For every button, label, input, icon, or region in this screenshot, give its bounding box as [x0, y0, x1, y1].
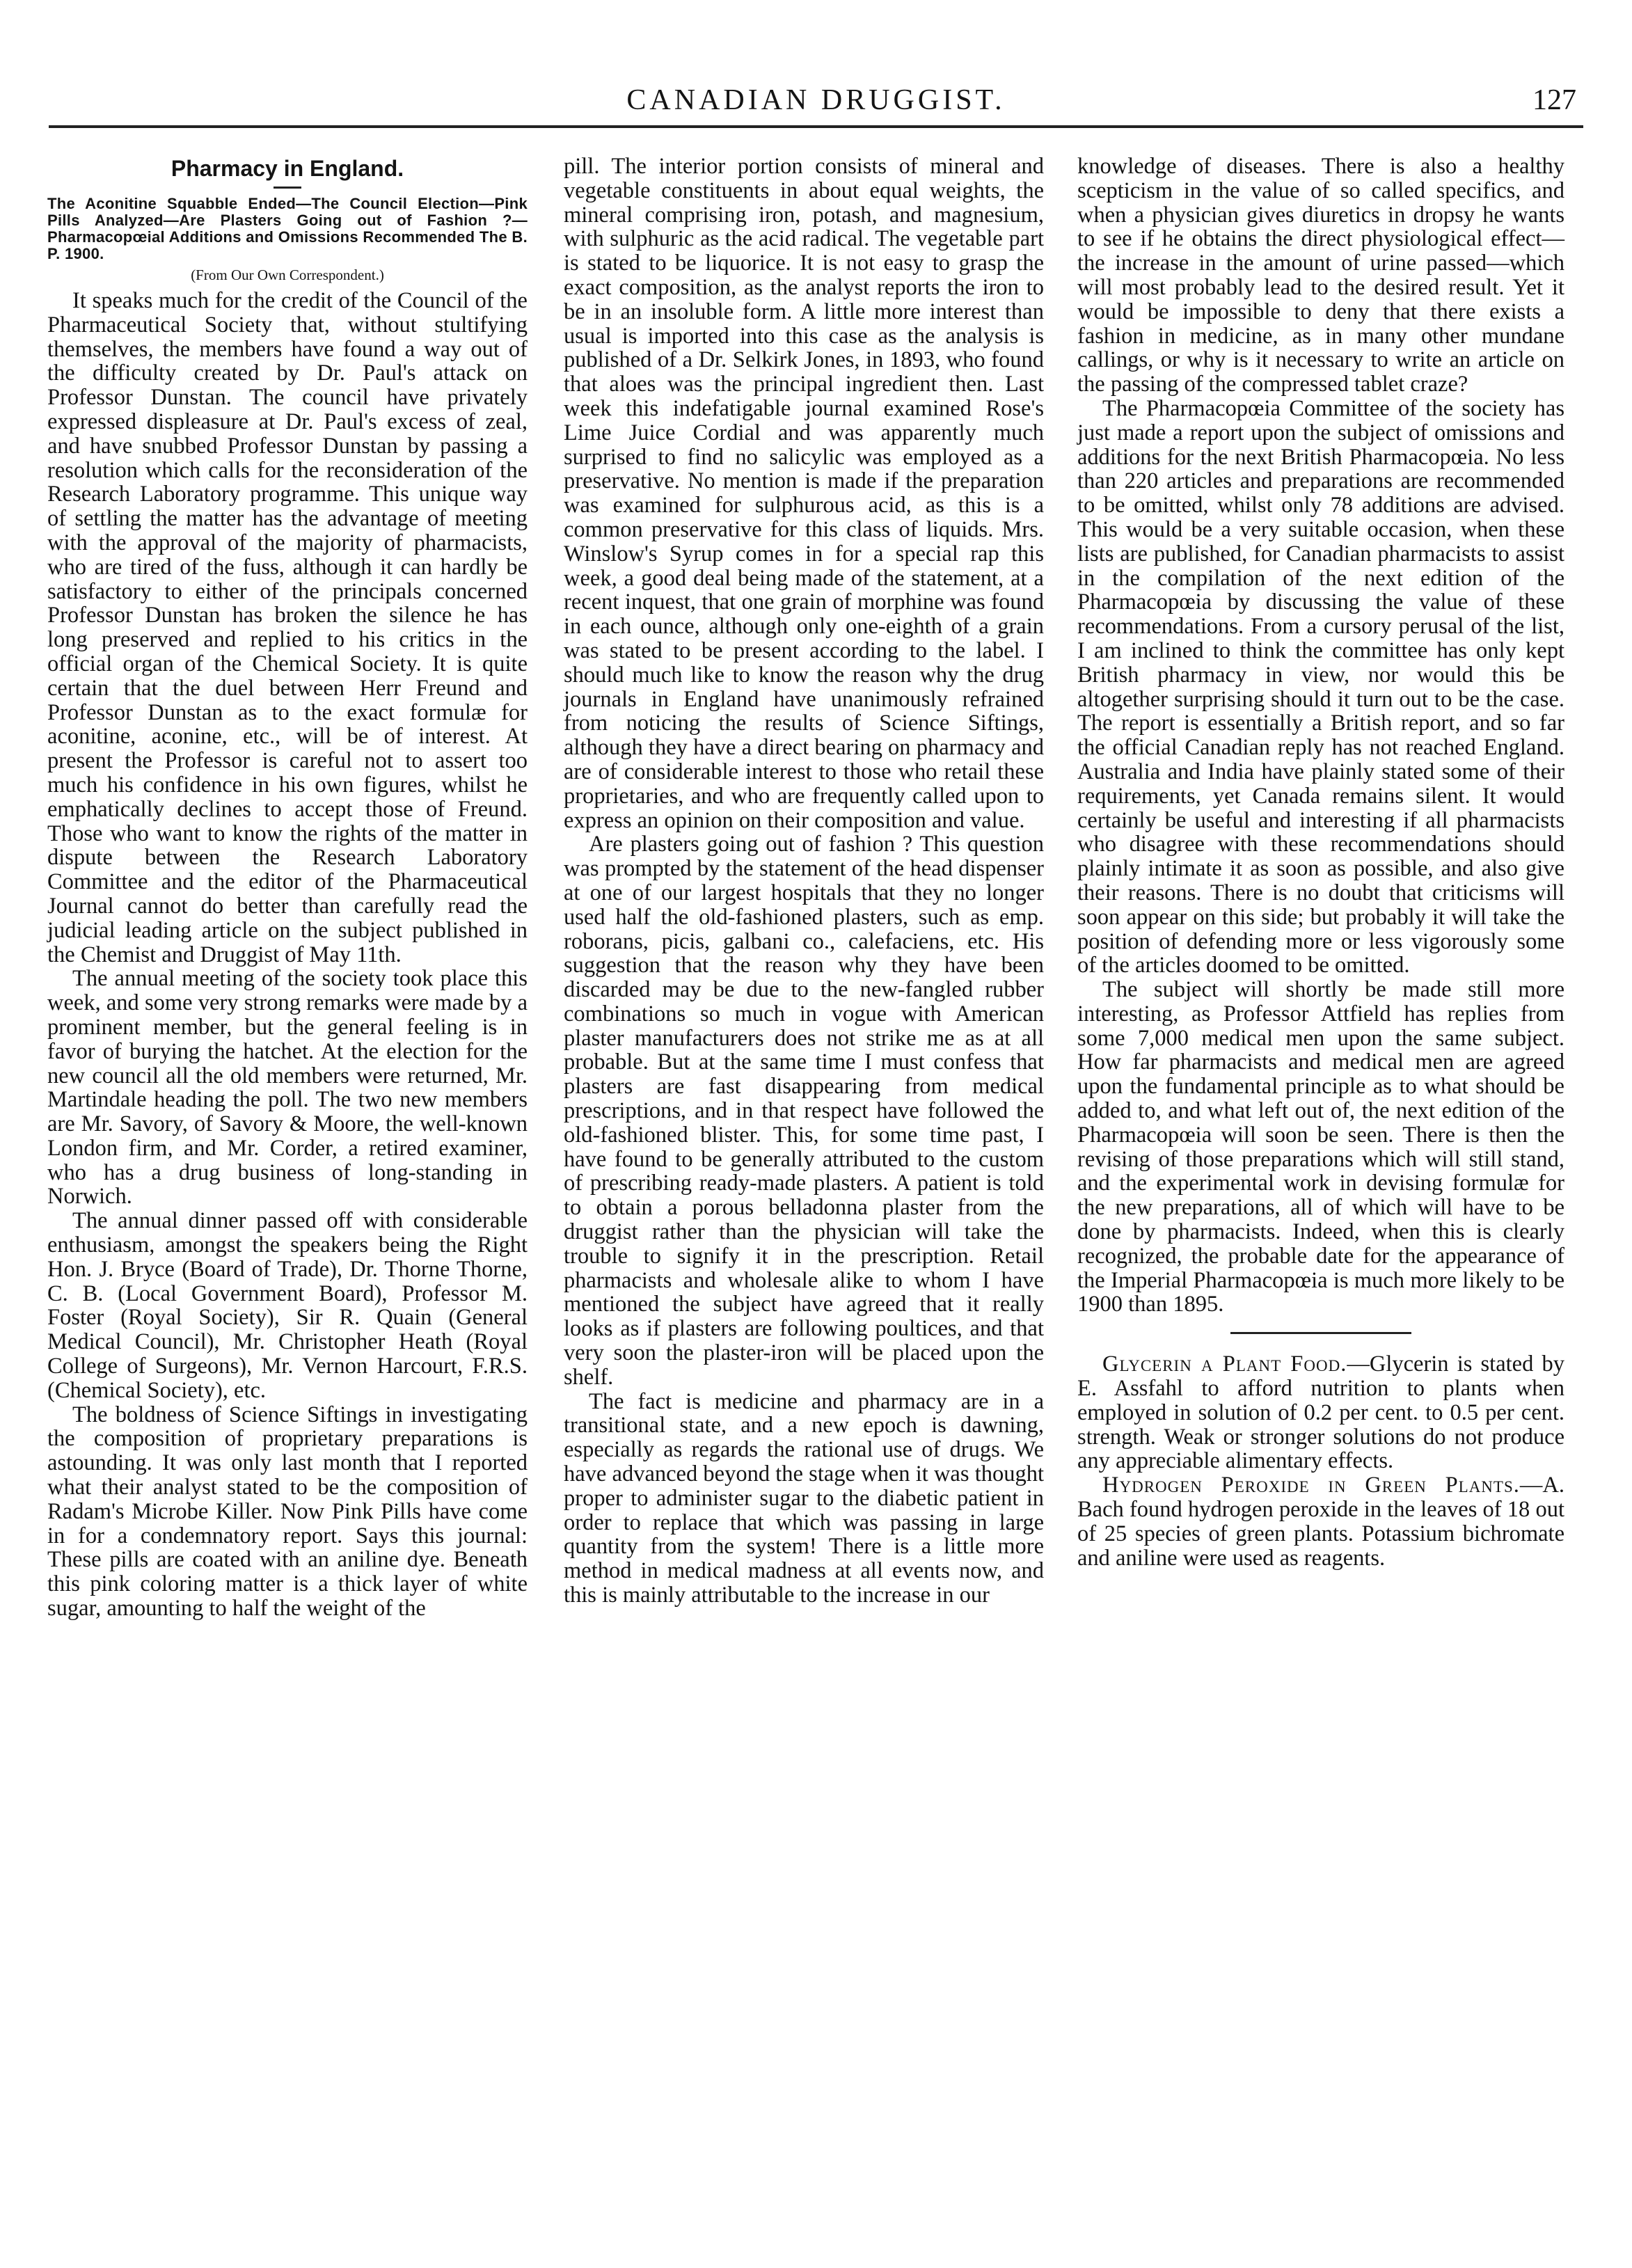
note-text: Glycerin is stated by E. Assfahl to afford nutrition to plants when employed in solution of 0.2 per cent. to 0.5 per cent. strength. Weak or stronger solutions do not produce any appreciable alimentary effects. — [1077, 1351, 1564, 1474]
journal-title: CANADIAN DRUGGIST. — [626, 84, 1006, 116]
paragraph: pill. The interior portion consists of mineral and vegetable constituents in about equal weights, the mineral comprising iron, potash, and magnesium, with sulphuric as the acid radical. The vegetable part is stated to be liquorice. It is not easy to grasp the exact composition, as the analyst reports the iron to be in an insoluble form. A little more interest than usual is imported into this case as the analysis is published of a Dr. Selkirk Jones, in 1893, who found that aloes was the principal ingredient then. Last week this indefatigable journal examined Rose's Lime Juice Cordial and was apparently much surprised to find no salicylic was employed as a preservative. No mention is made if the preparation was examined for sulphurous acid, as this is a common preservative for this class of liquids. Mrs. Winslow's Syrup comes in for a special rap this week, a good deal being made of the statement, at a recent inquest, that one grain of morphine was found in each ounce, although only one-eighth of a grain was stated to be present according to the label. I should much like to know the reason why the drug journals in England have unanimously refrained from noticing the results of Science Siftings, although they have a direct bearing on pharmacy and are of considerable interest to those who retail these proprietaries, and who are frequently called upon to express an opinion on their composition and value. — [564, 154, 1044, 833]
column-3 — [1077, 154, 1564, 1570]
section-divider — [1230, 1332, 1411, 1334]
note-heading: Hydrogen Peroxide in Green Plants. — [1102, 1473, 1520, 1498]
paragraph: The boldness of Science Siftings in investigating the composition of proprietary preparations is astounding. It was only last month that I reported what their analyst stated to be the composition of Radam's Microbe Killer. Now Pink Pills have come in for a condemnatory report. Says this journal: These pills are coated with an aniline dye. Beneath this pink coloring matter is a thick layer of white sugar, amounting to half the weight of the — [47, 1402, 528, 1621]
header-rule — [49, 125, 1583, 128]
running-header — [49, 84, 1583, 125]
paragraph: It speaks much for the credit of the Council of the Pharmaceutical Society that, without stultifying themselves, the members have found a way out of the difficulty created by Dr. Paul's attack on Professor Dunstan. The council have privately expressed displeasure at Dr. Paul's excess of zeal, and have snubbed Professor Dunstan by passing a resolution which calls for the reconsideration of the Research Laboratory programme. This unique way of settling the matter has the advantage of meeting with the approval of the majority of pharmacists, who are tired of the fuss, although it can hardly be satisfactory to either of the principals concerned Professor Dunstan has broken the silence he has long preserved and replied to his critics in the official organ of the Chemical Society. It is quite certain that the duel between Herr Freund and Professor Dunstan as to the exact formulæ for aconitine, aconine, etc., will be of interest. At present the Professor is careful not to assert too much his confidence in his own figures, whilst he emphatically declines to accept those of Freund. Those who want to know the rights of the matter in dispute between the Research Laboratory Committee and the editor of the Pharmaceutical Journal cannot do better than carefully read the judicial leading article on the subject published in the Chemist and Druggist of May 11th. — [47, 288, 528, 967]
note-hydrogen-peroxide: Hydrogen Peroxide in Green Plants.—A. Bach found hydrogen peroxide in the leaves of 18 out of 25 species of green plants. Potassium bichromate and aniline were used as reagents. — [1077, 1473, 1564, 1571]
paragraph: The subject will shortly be made still more interesting, as Professor Attfield has replies from some 7,000 medical men upon the same subject. How far pharmacists and medical men are agreed upon the fundamental principle as to what should be added to, and what left out of, the next edition of the Pharmacopœia will soon be seen. There is then the revising of those preparations which will still stand, and the experimental work in devising formulæ for the new preparations, all of which will have to be done by pharmacists. Indeed, when this is clearly recognized, the probable date for the appearance of the Imperial Pharmacopœia is much more likely to be 1900 than 1895. — [1077, 977, 1564, 1317]
page-number: 127 — [1532, 84, 1576, 116]
paragraph: The annual meeting of the society took place this week, and some very strong remarks were made by a prominent member, but the general feeling is in favor of burying the hatchet. At the election for the new council all the old members were returned, Mr. Martindale heading the poll. The two new members are Mr. Savory, of Savory & Moore, the well-known London firm, and Mr. Corder, a retired examiner, who has a drug business of long-standing in Norwich. — [47, 966, 528, 1210]
column-2 — [564, 154, 1044, 1608]
article-subhead: The Aconitine Squabble Ended—The Council Election—Pink Pills Analyzed—Are Plasters Going out of Fashion ?—Pharmacopœial Additions and Omissions Recommended The B. P. 1900. — [47, 195, 528, 262]
paragraph: knowledge of diseases. There is also a healthy scepticism in the value of so called specifics, and when a physician gives diuretics in dropsy he wants to see if he obtains the direct physiological effect—the increase in the amount of urine passed—which will most probably lead to the desired result. Yet it would be impossible to deny that there exists a fashion in medicine, as in many other mundane callings, or why is it necessary to write an article on the passing of the compressed tablet craze? — [1077, 154, 1564, 397]
article-title: Pharmacy in England. — [171, 156, 404, 181]
note-glycerin: Glycerin a Plant Food.—Glycerin is stated by E. Assfahl to afford nutrition to plants when employed in solution of 0.2 per cent. to 0.5 per cent. strength. Weak or stronger solutions do not produce any appreciable alimentary effects. — [1077, 1351, 1564, 1474]
paragraph: The Pharmacopœia Committee of the society has just made a report upon the subject of omissions and additions for the next British Pharmacopœia. No less than 220 articles and preparations are recommended to be omitted, whilst only 78 additions are advised. This would be a very suitable occasion, when these lists are published, for Canadian pharmacists to assist in the compilation of the next edition of the Pharmacopœia by discussing the value of these recommendations. From a cursory perusal of the list, I am inclined to think the committee has only kept British pharmacy in view, nor would this be altogether surprising should it turn out to be the case. The report is essentially a British report, and so far the official Canadian reply has not reached England. Australia and India have plainly stated some of their requirements, yet Canada remains silent. It would certainly be useful and interesting if all pharmacists who disagree with these recommendations should plainly intimate it as soon as possible, and also give their reasons. There is no doubt that criticisms will soon appear on this side; but probably it will take the position of defending more or less vigorously some of the articles doomed to be omitted. — [1077, 395, 1564, 978]
title-divider — [274, 187, 301, 189]
note-heading: Glycerin a Plant Food. — [1102, 1351, 1347, 1377]
paragraph: The fact is medicine and pharmacy are in a transitional state, and a new epoch is dawning, especially as regards the rational use of drugs. We have advanced beyond the stage when it was thought proper to administer sugar to the diabetic patient in order to replace that which was passing in large quantity from the system! There is a little more method in medical madness at all events now, and this is mainly attributable to the increase in our — [564, 1388, 1044, 1608]
column-1 — [47, 154, 528, 1621]
note-text: A. Bach found hydrogen peroxide in the leaves of 18 out of 25 species of green plants. Potassium bichromate and aniline were used as reagents. — [1077, 1473, 1564, 1571]
paragraph: Are plasters going out of fashion ? This question was prompted by the statement of the head dispenser at one of our largest hospitals that they no longer used half the old-fashioned plasters, such as emp. roborans, picis, galbani co., calefaciens, etc. His suggestion that the reason why they have been discarded may be due to the new-fangled rubber combinations so much in vogue with American plaster manufacturers does not strike me as at all probable. But at the same time I must confess that plasters are fast disappearing from medical prescriptions, and in that respect have followed the old-fashioned blister. This, for some time past, I have found to be generally attributed to the custom of prescribing ready-made plasters. A patient is told to obtain a porous belladonna plaster from the druggist rather than the physician will take the trouble to signify it in the prescription. Retail pharmacists and wholesale alike to whom I have mentioned the subject have agreed that it really looks as if plasters are following poultices, and that very soon the plaster-iron will be placed upon the shelf. — [564, 832, 1044, 1390]
paragraph: The annual dinner passed off with considerable enthusiasm, amongst the speakers being the Right Hon. J. Bryce (Board of Trade), Dr. Thorne Thorne, C. B. (Local Government Board), Professor M. Foster (Royal Society), Sir R. Quain (General Medical Council), Mr. Christopher Heath (Royal College of Surgeons), Mr. Vernon Harcourt, F.R.S. (Chemical Society), etc. — [47, 1208, 528, 1403]
article-byline: (From Our Own Correspondent.) — [191, 267, 384, 283]
